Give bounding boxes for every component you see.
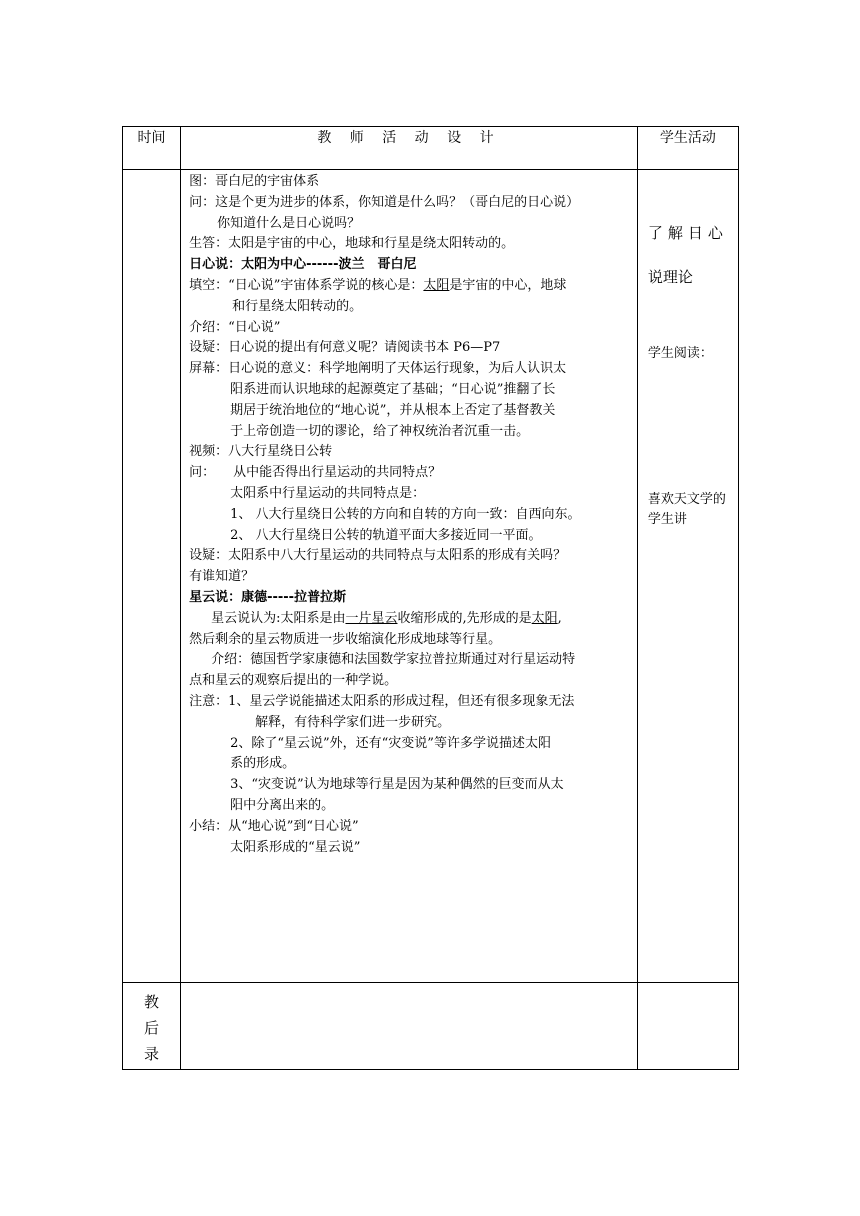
text-line: 系的形成。 — [230, 756, 296, 772]
text-line: 2、除了“星云说”外，还有“灾变说”等许多学说描述太阳 — [230, 735, 551, 751]
text-segment: 从中能否得出行星运动的共同特点？ — [233, 465, 442, 481]
text-line: 于上帝创造一切的谬论，给了神权统治者沉重一击。 — [230, 423, 530, 439]
text-line: 有谁知道？ — [189, 569, 255, 585]
header-time: 时间 — [123, 127, 181, 170]
text-segment: , — [557, 610, 562, 626]
text-line: 生答：太阳是宇宙的中心，地球和行星是绕太阳转动的。 — [189, 236, 515, 252]
text-line: 和行星绕太阳转动的。 — [232, 298, 363, 314]
text-line: 图：哥白尼的宇宙体系 — [189, 174, 320, 189]
underlined-answer: 太阳 — [423, 277, 450, 293]
text-line: 问：这是个更为进步的体系，你知道是什么吗？（哥白尼的日心说） — [189, 194, 580, 210]
reflection-student-cell — [637, 983, 738, 1070]
underlined-answer: 一片星云 — [345, 610, 398, 626]
teacher-activity-cell — [181, 170, 638, 983]
text-line: 阳系进而认识地球的起源奠定了基础；“日心说”推翻了长 — [230, 381, 556, 397]
text-line: 介绍：德国哲学家康德和法国数学家拉普拉斯通过对行星运动特 — [211, 652, 576, 668]
reflection-content-cell — [181, 983, 638, 1070]
underlined-answer: 太阳 — [531, 610, 558, 626]
text-line: 解释，有待科学家们进一步研究。 — [255, 714, 451, 730]
student-activity-line: 学生阅读： — [647, 346, 713, 361]
student-activity-cell — [637, 170, 738, 983]
text-segment: 是宇宙的中心，地球 — [449, 277, 567, 293]
time-cell — [123, 170, 181, 983]
nebular-heading: 星云说：康德-----拉普拉斯 — [189, 589, 347, 605]
heliocentric-heading: 日心说：太阳为中心------波兰 哥白尼 — [189, 257, 417, 273]
text-segment: 收缩形成的,先形成的是 — [397, 610, 532, 626]
text-line: 介绍：“日心说” — [189, 319, 281, 335]
text-line: 期居于统治地位的“地心说”，并从根本上否定了基督教关 — [230, 402, 556, 418]
text-line: 设疑：日心说的提出有何意义呢？请阅读书本 P6—P7 — [189, 340, 501, 356]
text-line: 点和星云的观察后提出的一种学说。 — [189, 673, 398, 689]
text-line: 阳中分离出来的。 — [230, 797, 335, 813]
text-line: 注意：1、星云学说能描述太阳系的形成过程，但还有很多现象无法 — [189, 693, 575, 709]
text-line: 太阳系形成的“星云说” — [230, 839, 361, 855]
text-line: 然后剩余的星云物质进一步收缩演化形成地球等行星。 — [189, 631, 502, 647]
text-line — [189, 609, 631, 630]
text-line: 2、 八大行星绕日公转的轨道平面大多接近同一平面。 — [230, 527, 542, 543]
text-line: 视频：八大行星绕日公转 — [189, 444, 333, 460]
text-line: 屏幕：日心说的意义：科学地阐明了天体运行现象，为后人认识太 — [189, 361, 567, 377]
text-line: 1、 八大行星绕日公转的方向和自转的方向一致：自西向东。 — [230, 506, 581, 522]
text-segment: 填空：“日心说”宇宙体系学说的核心是： — [189, 277, 424, 293]
text-segment: 星云说认为:太阳系是由 — [211, 610, 346, 626]
student-activity-line: 了解日心 — [647, 224, 728, 242]
text-segment: 问： — [189, 465, 216, 481]
table-footer-row — [123, 983, 739, 1070]
table-body-row — [123, 170, 739, 983]
text-line: 太阳系中行星运动的共同特点是： — [230, 485, 426, 501]
lesson-plan-table — [122, 126, 739, 1070]
text-line: 3、“灾变说”认为地球等行星是因为某种偶然的巨变而从太 — [230, 777, 564, 793]
teacher-activity-text — [181, 170, 637, 858]
text-line: 小结：从“地心说”到“日心说” — [189, 818, 359, 834]
text-line — [189, 463, 631, 484]
text-line: 设疑：太阳系中八大行星运动的共同特点与太阳系的形成有关吗？ — [189, 548, 567, 564]
text-line — [189, 276, 631, 297]
table-header-row — [123, 127, 739, 170]
reflection-label: 教后录 — [144, 993, 160, 1063]
reflection-label-cell — [123, 983, 181, 1070]
header-teacher-activity: 教 师 活 动 设 计 — [181, 127, 638, 170]
student-activity-line: 说理论 — [647, 268, 693, 286]
text-line: 你知道什么是日心说吗？ — [217, 215, 361, 231]
header-student-activity: 学生活动 — [637, 127, 738, 170]
student-activity-line: 喜欢天文学的学生讲 — [647, 492, 726, 527]
